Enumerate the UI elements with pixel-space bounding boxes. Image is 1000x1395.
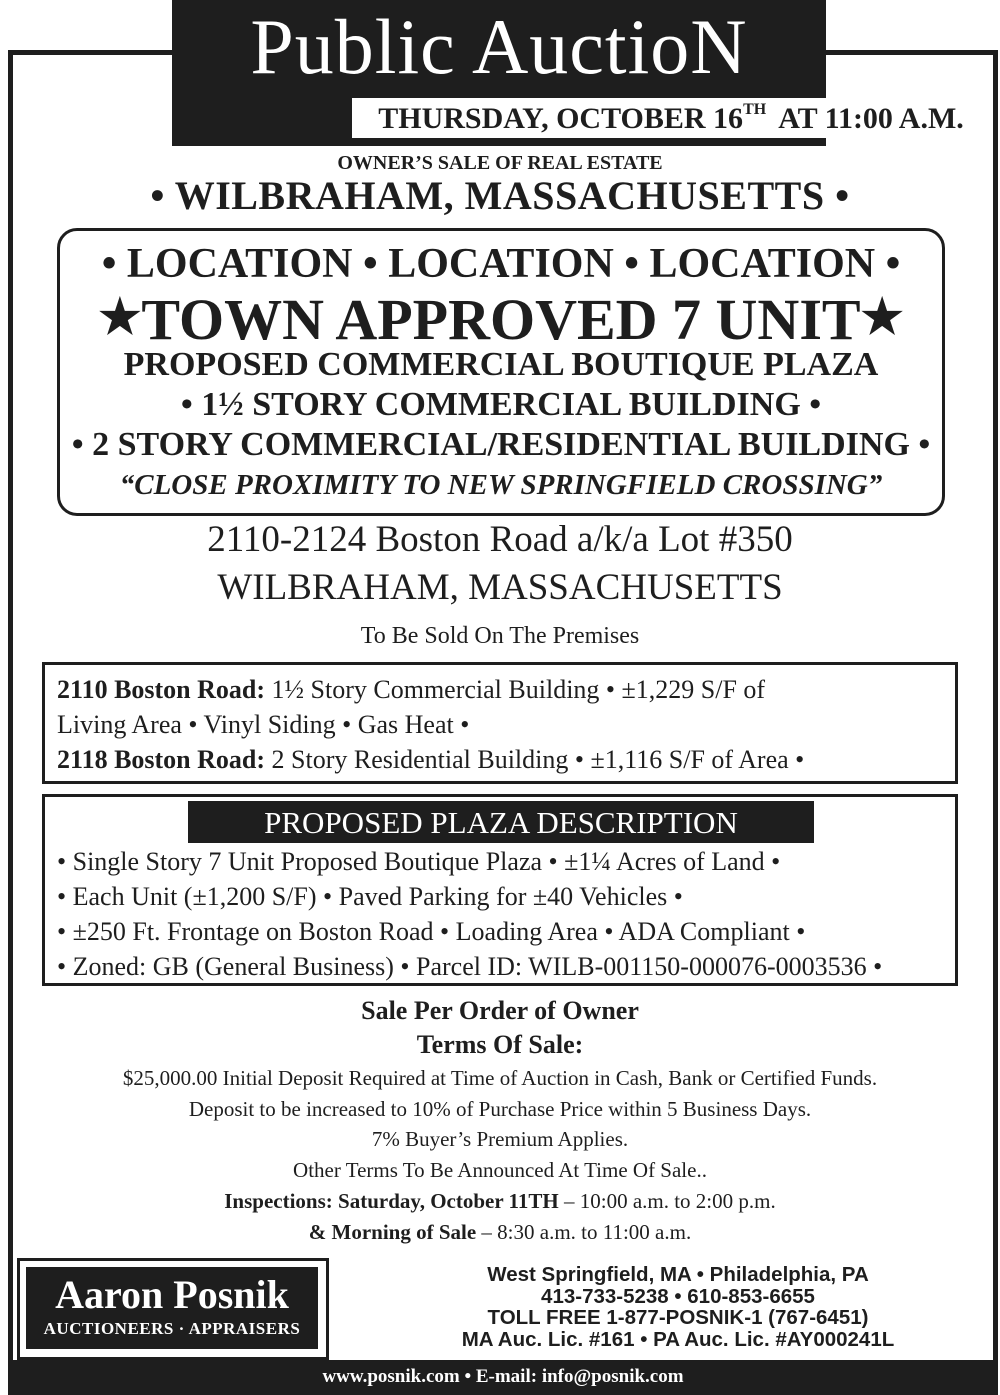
auctioneer-logo (17, 1258, 329, 1360)
morning-line (0, 1220, 1000, 1245)
address-line-1: 2110-2124 Boston Road a/k/a Lot #350 (207, 519, 793, 560)
property-2118 (57, 745, 804, 775)
contact-phones: 413-733-5238 • 610-853-6655 (541, 1284, 815, 1308)
contact-info (408, 1264, 948, 1350)
highlights-box (57, 228, 945, 516)
morning-label: & Morning of Sale (308, 1220, 477, 1244)
plaza-item: • Zoned: GB (General Business) • Parcel ID: WILB-001150-000076-0003536 • (57, 952, 883, 981)
plaza-heading: PROPOSED PLAZA DESCRIPTION (188, 801, 814, 843)
date-main: THURSDAY, OCTOBER 16 (378, 102, 744, 135)
approved-text: TOWN APPROVED 7 UNIT (141, 287, 861, 352)
title-banner (172, 0, 964, 146)
property-details-box (42, 662, 958, 784)
page-title: Public AuctioN (250, 3, 748, 90)
proximity-line: “CLOSE PROXIMITY TO NEW SPRINGFIELD CROSSING” (119, 469, 883, 501)
plaza-item: • Each Unit (±1,200 S/F) • Paved Parking for ±40 Vehicles • (57, 882, 683, 911)
contact-offices: West Springfield, MA • Philadelphia, PA (487, 1263, 869, 1286)
building-line-2: • 2 STORY COMMERCIAL/RESIDENTIAL BUILDING • (71, 426, 931, 463)
inspection-line (0, 1189, 1000, 1214)
property-2110-cont: Living Area • Vinyl Siding • Gas Heat • (57, 710, 470, 739)
premises-note: To Be Sold On The Premises (360, 623, 640, 649)
property-2110-text: 1½ Story Commercial Building • ±1,229 S/F of (265, 675, 766, 704)
terms-line-2: Deposit to be increased to 10% of Purchase Price within 5 Business Days. (188, 1097, 812, 1121)
property-2110 (57, 675, 765, 705)
date-time: AT 11:00 A.M. (778, 102, 964, 135)
terms-heading: Terms Of Sale: (416, 1030, 584, 1059)
star-icon: ★ (98, 291, 142, 344)
location-line: • LOCATION • LOCATION • LOCATION • (101, 241, 901, 287)
inspection-label: Inspections: Saturday, October 11TH (224, 1189, 559, 1213)
logo-name: Aaron Posnik (55, 1272, 289, 1317)
town-heading: • WILBRAHAM, MASSACHUSETTS • (150, 173, 850, 218)
property-2118-label: 2118 Boston Road: (57, 745, 266, 774)
logo-subtitle: AUCTIONEERS · APPRAISERS (43, 1319, 301, 1338)
plaza-item: • Single Story 7 Unit Proposed Boutique Plaza • ±1¼ Acres of Land • (57, 847, 781, 876)
building-line-1: • 1½ STORY COMMERCIAL BUILDING • (180, 386, 822, 423)
plaza-description-box (42, 794, 958, 986)
property-2110-label: 2110 Boston Road: (57, 675, 266, 704)
owner-sale-label: OWNER’S SALE OF REAL ESTATE (337, 152, 663, 174)
address-line-2: WILBRAHAM, MASSACHUSETTS (217, 567, 783, 608)
contact-licenses: MA Auc. Lic. #161 • PA Auc. Lic. #AY000241L (461, 1327, 895, 1351)
footer-contact[interactable]: www.posnik.com • E-mail: info@posnik.com (8, 1360, 998, 1393)
property-2118-text: 2 Story Residential Building • ±1,116 S/F of Area • (265, 745, 805, 774)
plaza-item: • ±250 Ft. Frontage on Boston Road • Loading Area • ADA Compliant • (57, 917, 806, 946)
sale-order: Sale Per Order of Owner (361, 996, 639, 1025)
auction-date (352, 98, 990, 138)
logo-panel (24, 1265, 320, 1351)
terms-line-4: Other Terms To Be Announced At Time Of Sale.. (293, 1158, 707, 1182)
morning-time: – 8:30 a.m. to 11:00 a.m. (476, 1220, 692, 1244)
contact-tollfree: TOLL FREE 1-877-POSNIK-1 (767-6451) (487, 1306, 869, 1329)
terms-line-1: $25,000.00 Initial Deposit Required at Time of Auction in Cash, Bank or Certified Funds. (122, 1066, 878, 1090)
proposed-line: PROPOSED COMMERCIAL BOUTIQUE PLAZA (123, 346, 879, 383)
approved-line (60, 287, 942, 351)
date-suffix: TH (743, 101, 767, 118)
star-icon: ★ (860, 291, 904, 344)
inspection-time: – 10:00 a.m. to 2:00 p.m. (558, 1189, 776, 1213)
terms-line-3: 7% Buyer’s Premium Applies. (371, 1127, 629, 1151)
